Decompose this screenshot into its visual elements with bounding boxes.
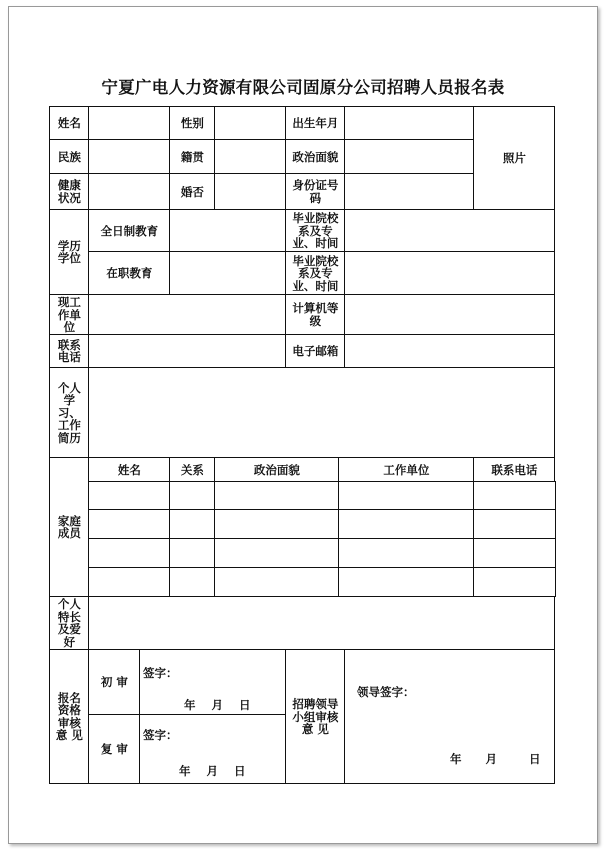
second-sign-label: 签字： [143,728,178,742]
label-school-fulltime: 毕业院校系及专业、时间 [285,209,345,252]
family-cell[interactable] [169,567,215,597]
family-header-political: 政治面貌 [214,457,339,482]
computer-field[interactable] [344,294,555,335]
label-native-place: 籍贯 [169,139,215,174]
family-cell[interactable] [473,567,556,597]
family-cell[interactable] [169,538,215,568]
label-education: 学历学位 [49,209,89,295]
label-political: 政治面貌 [285,139,345,174]
label-birth: 出生年月 [285,106,345,140]
family-cell[interactable] [88,538,170,568]
family-cell[interactable] [214,481,339,510]
resume-field[interactable] [88,367,555,458]
label-gender: 性别 [169,106,215,140]
leader-date-label: 年 月 日 [450,752,541,766]
label-first-review: 初 审 [88,649,140,715]
label-fulltime: 全日制教育 [88,209,170,252]
specialty-field[interactable] [88,596,555,650]
label-phone: 联系电话 [49,334,89,368]
phone-field[interactable] [88,334,286,368]
school-fulltime-field[interactable] [344,209,555,252]
native-place-field[interactable] [214,139,286,174]
label-specialty: 个人特长及爱好 [49,596,89,650]
marital-field[interactable] [214,173,286,210]
first-sign-label: 签字： [143,666,178,680]
second-date-label: 年 月 日 [179,764,246,778]
family-cell[interactable] [88,567,170,597]
family-cell[interactable] [473,509,556,539]
political-field[interactable] [344,139,474,174]
family-header-relation: 关系 [169,457,215,482]
label-id-number: 身份证号码 [285,173,345,210]
family-cell[interactable] [338,481,474,510]
label-email: 电子邮箱 [285,334,345,368]
family-cell[interactable] [214,538,339,568]
gender-field[interactable] [214,106,286,140]
family-cell[interactable] [214,509,339,539]
label-school-parttime: 毕业院校系及专业、时间 [285,251,345,295]
email-field[interactable] [344,334,555,368]
fulltime-field[interactable] [169,209,286,252]
label-resume: 个人学习、工作简历 [49,367,89,458]
label-family: 家庭成员 [49,457,89,597]
family-cell[interactable] [338,509,474,539]
family-cell[interactable] [473,538,556,568]
label-second-review: 复 审 [88,714,140,784]
label-panel: 招聘领导小组审核意 见 [285,649,345,784]
id-number-field[interactable] [344,173,474,210]
label-computer: 计算机等级 [285,294,345,335]
label-name: 姓名 [49,106,89,140]
family-cell[interactable] [214,567,339,597]
family-cell[interactable] [88,481,170,510]
label-work-unit: 现工作单位 [49,294,89,335]
family-cell[interactable] [88,509,170,539]
leader-sign-label: 领导签字： [357,685,415,699]
label-parttime: 在职教育 [88,251,170,295]
label-health: 健康状况 [49,173,89,210]
family-cell[interactable] [169,509,215,539]
label-marital: 婚否 [169,173,215,210]
label-review: 报名资格审核意 见 [49,649,89,784]
parttime-field[interactable] [169,251,286,295]
school-parttime-field[interactable] [344,251,555,295]
birth-field[interactable] [344,106,474,140]
work-unit-field[interactable] [88,294,286,335]
family-cell[interactable] [338,538,474,568]
family-header-work-unit: 工作单位 [338,457,474,482]
family-header-name: 姓名 [88,457,170,482]
family-cell[interactable] [338,567,474,597]
family-header-phone: 联系电话 [473,457,555,482]
ethnicity-field[interactable] [88,139,170,174]
family-cell[interactable] [473,481,556,510]
health-field[interactable] [88,173,170,210]
form-title: 宁夏广电人力资源有限公司固原分公司招聘人员报名表 [101,78,505,97]
label-ethnicity: 民族 [49,139,89,174]
family-cell[interactable] [169,481,215,510]
photo-box[interactable]: 照片 [473,106,555,210]
name-field[interactable] [88,106,170,140]
first-date-label: 年 月 日 [184,698,251,712]
